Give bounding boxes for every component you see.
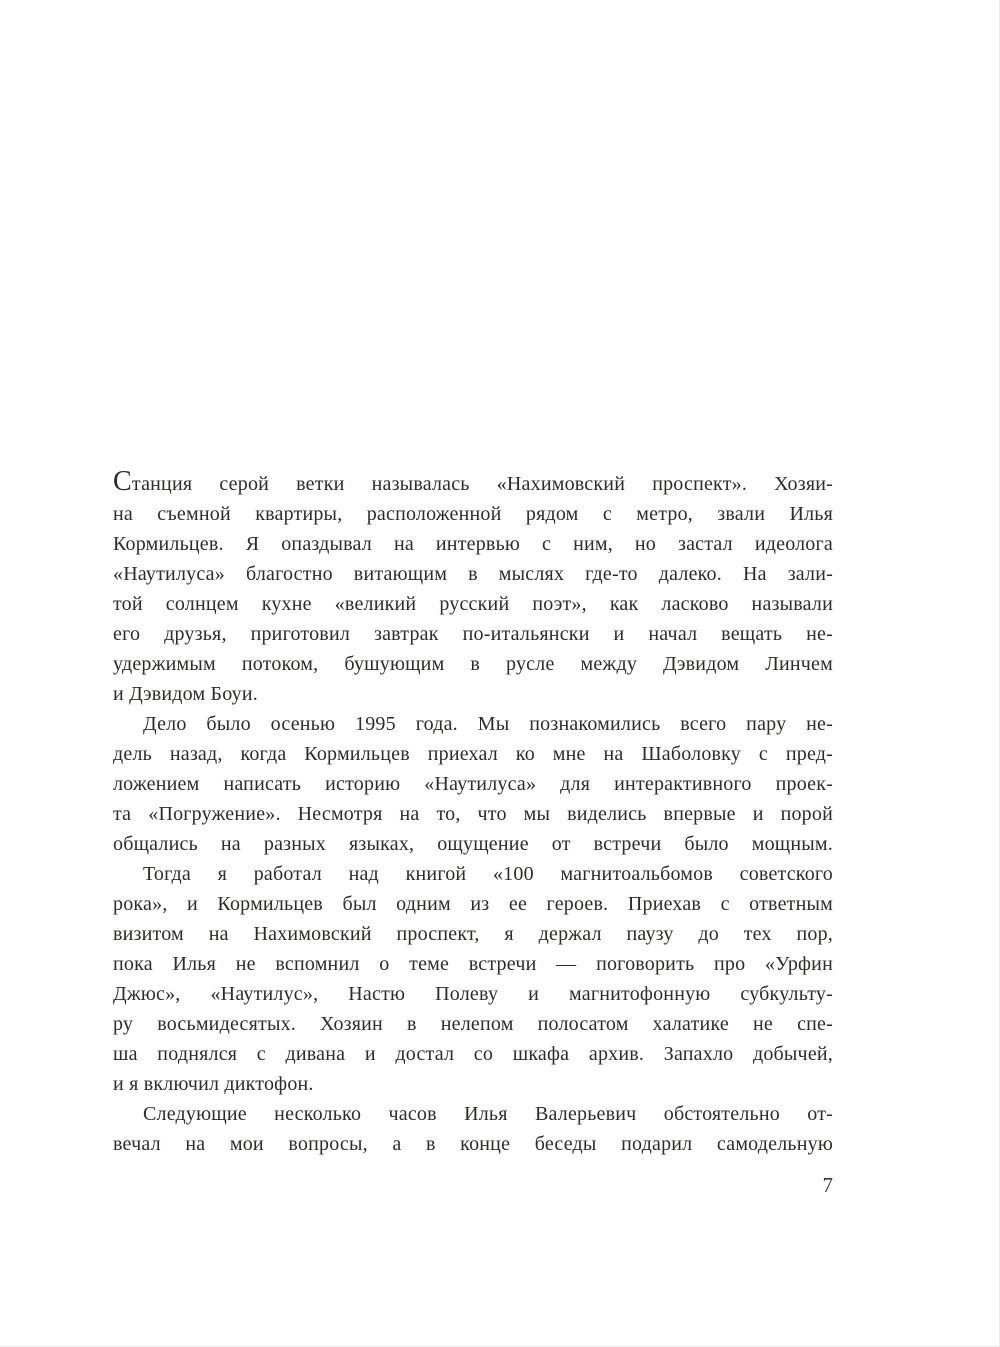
text-line: «Наутилуса» благостно витающим в мыслях где-то далеко. На зали- xyxy=(113,563,833,585)
text-line: Дело было осенью 1995 года. Мы познакомились всего пару не- xyxy=(143,713,833,735)
text-line xyxy=(113,468,833,499)
paragraph-4 xyxy=(113,1099,833,1159)
paragraph-1 xyxy=(113,468,833,709)
text-line: Следующие несколько часов Илья Валерьевич обстоятельно от- xyxy=(143,1103,833,1125)
text-line: рока», и Кормильцев был одним из ее героев. Приехав с ответным xyxy=(113,893,833,915)
text-line: дель назад, когда Кормильцев приехал ко мне на Шаболовку с пред- xyxy=(113,743,833,765)
text-line: и я включил диктофон. xyxy=(113,1073,314,1095)
initial-capital: С xyxy=(113,466,132,497)
text-line: пока Илья не вспомнил о теме встречи — поговорить про «Урфин xyxy=(113,953,833,975)
text-line: та «Погружение». Несмотря на то, что мы виделись впервые и порой xyxy=(113,803,833,825)
page-text xyxy=(113,468,833,1159)
text-line: удержимым потоком, бушующим в русле между Дэвидом Линчем xyxy=(113,653,833,675)
text-line: ложением написать историю «Наутилуса» для интерактивного проек- xyxy=(113,773,833,795)
paragraph-3 xyxy=(113,859,833,1099)
paragraph-2 xyxy=(113,709,833,859)
text-line-rest: танция серой ветки называлась «Нахимовский проспект». Хозяи- xyxy=(131,473,833,495)
text-line: общались на разных языках, ощущение от встречи было мощным. xyxy=(113,833,833,855)
page-number: 7 xyxy=(822,1173,833,1197)
text-line: и Дэвидом Боуи. xyxy=(113,683,258,705)
text-line: Тогда я работал над книгой «100 магнитоальбомов советского xyxy=(143,863,833,885)
text-line: ру восьмидесятых. Хозяин в нелепом полосатом халатике не спе- xyxy=(113,1013,833,1035)
text-line: ша поднялся с дивана и достал со шкафа архив. Запахло добычей, xyxy=(113,1043,833,1065)
text-line: той солнцем кухне «великий русский поэт», как ласково называли xyxy=(113,593,833,615)
text-line: Джюс», «Наутилус», Настю Полеву и магнитофонную субкульту- xyxy=(113,983,833,1005)
text-line: на съемной квартиры, расположенной рядом с метро, звали Илья xyxy=(113,503,833,525)
text-line: вечал на мои вопросы, а в конце беседы подарил самодельную xyxy=(113,1133,833,1155)
text-line: визитом на Нахимовский проспект, я держал паузу до тех пор, xyxy=(113,923,833,945)
text-line: его друзья, приготовил завтрак по-итальянски и начал вещать не- xyxy=(113,623,833,645)
text-line: Кормильцев. Я опаздывал на интервью с ним, но застал идеолога xyxy=(113,533,833,555)
